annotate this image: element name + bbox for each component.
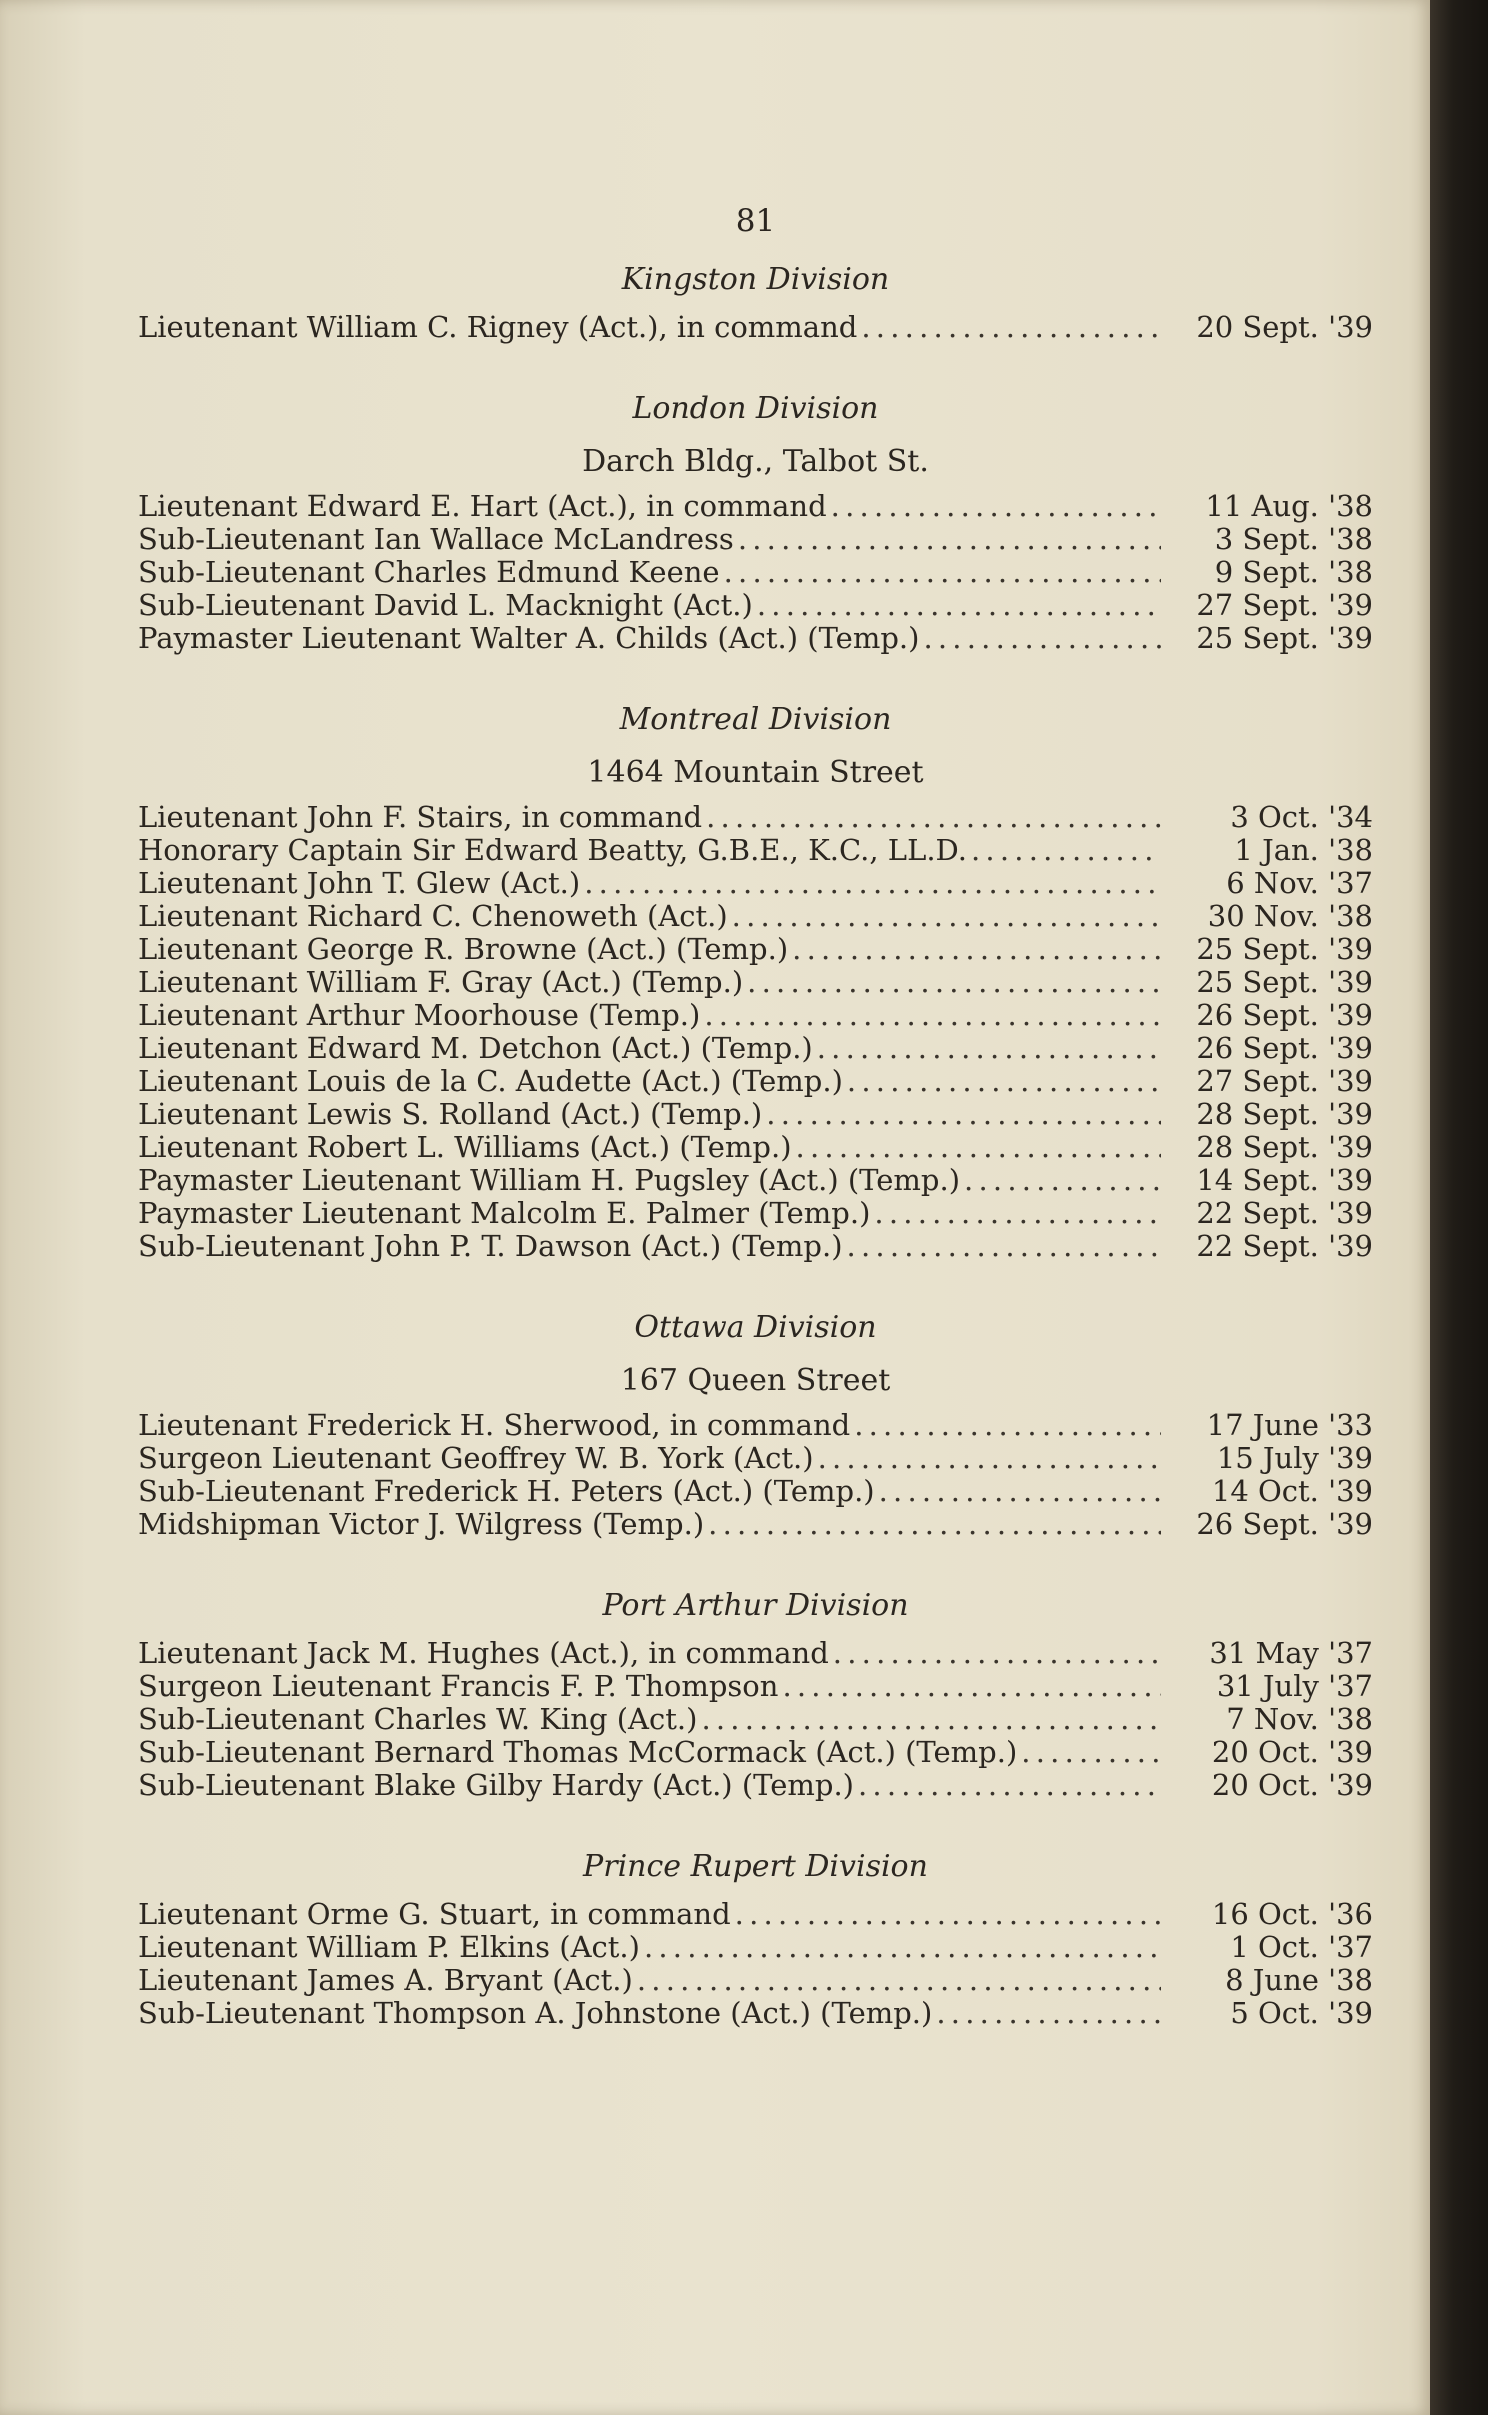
division-section — [138, 386, 1373, 655]
officer-entry — [138, 311, 1373, 344]
appointment-date: 26 Sept. '39 — [1196, 998, 1373, 1032]
dot-leader — [644, 1931, 1161, 1964]
officer-name: Lieutenant William F. Gray (Act.) (Temp.) — [138, 965, 744, 999]
appointment-date: 1 Jan. '38 — [1234, 833, 1373, 867]
officer-name: Honorary Captain Sir Edward Beatty, G.B.E., K.C., LL.D. — [138, 833, 967, 867]
officer-entry — [138, 966, 1373, 999]
dot-leader — [796, 1131, 1161, 1164]
dot-leader — [766, 1098, 1161, 1131]
officer-entry — [138, 1032, 1373, 1065]
officer-name: Lieutenant Robert L. Williams (Act.) (Temp.) — [138, 1130, 792, 1164]
officer-name: Lieutenant Edward E. Hart (Act.), in command — [138, 489, 827, 523]
appointment-date: 20 Oct. '39 — [1211, 1735, 1373, 1769]
officer-entry — [138, 867, 1373, 900]
division-title: London Division — [632, 391, 879, 426]
dot-leader — [708, 1508, 1161, 1541]
officer-entry — [138, 622, 1373, 655]
officer-entry — [138, 523, 1373, 556]
officer-entry — [138, 1164, 1373, 1197]
appointment-date: 22 Sept. '39 — [1196, 1229, 1373, 1263]
dot-leader — [818, 1442, 1161, 1475]
officer-entry — [138, 1442, 1373, 1475]
dot-leader — [854, 1409, 1161, 1442]
dot-leader — [704, 999, 1161, 1032]
dot-leader — [747, 966, 1161, 999]
dot-leader — [874, 1197, 1161, 1230]
division-address: 167 Queen Street — [620, 1363, 891, 1398]
page-content — [138, 195, 1373, 2072]
officer-name: Sub-Lieutenant Thompson A. Johnstone (Act.) (Temp.) — [138, 1996, 933, 2030]
officer-entry — [138, 834, 1373, 867]
officer-entry — [138, 490, 1373, 523]
officer-name: Lieutenant Lewis S. Rolland (Act.) (Temp.) — [138, 1097, 763, 1131]
appointment-date: 9 Sept. '38 — [1214, 555, 1373, 589]
appointment-date: 26 Sept. '39 — [1196, 1031, 1373, 1065]
officer-entry — [138, 1769, 1373, 1802]
dot-leader — [738, 523, 1161, 556]
officer-entry — [138, 589, 1373, 622]
dot-leader — [964, 1164, 1161, 1197]
officer-name: Lieutenant George R. Browne (Act.) (Temp.) — [138, 932, 789, 966]
appointment-date: 28 Sept. '39 — [1196, 1130, 1373, 1164]
division-section — [138, 697, 1373, 1263]
officer-name: Paymaster Lieutenant William H. Pugsley (Act.) (Temp.) — [138, 1163, 961, 1197]
dot-leader — [861, 311, 1161, 344]
dot-leader — [936, 1997, 1161, 2030]
officer-name: Lieutenant James A. Bryant (Act.) — [138, 1963, 633, 1997]
appointment-date: 20 Oct. '39 — [1211, 1768, 1373, 1802]
appointment-date: 22 Sept. '39 — [1196, 1196, 1373, 1230]
division-title: Kingston Division — [621, 262, 890, 297]
officer-entry — [138, 1931, 1373, 1964]
dot-leader — [847, 1230, 1161, 1263]
appointment-date: 3 Sept. '38 — [1214, 522, 1373, 556]
officer-entry — [138, 999, 1373, 1032]
officer-name: Lieutenant Louis de la C. Audette (Act.) (Temp.) — [138, 1064, 843, 1098]
officer-entry — [138, 1197, 1373, 1230]
officer-entry — [138, 1475, 1373, 1508]
dot-leader — [724, 556, 1161, 589]
officer-name: Sub-Lieutenant Charles Edmund Keene — [138, 555, 720, 589]
dot-leader — [831, 490, 1161, 523]
officer-entry — [138, 1508, 1373, 1541]
dot-leader — [732, 900, 1161, 933]
division-section — [138, 1844, 1373, 2030]
division-section — [138, 257, 1373, 344]
officer-entry — [138, 1670, 1373, 1703]
division-title: Ottawa Division — [634, 1310, 877, 1345]
division-title: Port Arthur Division — [602, 1588, 909, 1623]
appointment-date: 20 Sept. '39 — [1196, 310, 1373, 344]
officer-name: Lieutenant Arthur Moorhouse (Temp.) — [138, 998, 701, 1032]
officer-name: Paymaster Lieutenant Malcolm E. Palmer (Temp.) — [138, 1196, 871, 1230]
officer-name: Lieutenant Jack M. Hughes (Act.), in command — [138, 1636, 829, 1670]
officer-entry — [138, 1098, 1373, 1131]
officer-name: Lieutenant William P. Elkins (Act.) — [138, 1930, 640, 1964]
officer-name: Paymaster Lieutenant Walter A. Childs (Act.) (Temp.) — [138, 621, 920, 655]
officer-entry — [138, 1409, 1373, 1442]
appointment-date: 27 Sept. '39 — [1196, 1064, 1373, 1098]
officer-entry — [138, 1703, 1373, 1736]
officer-name: Sub-Lieutenant Frederick H. Peters (Act.) (Temp.) — [138, 1474, 875, 1508]
dot-leader — [735, 1898, 1161, 1931]
officer-name: Lieutenant John T. Glew (Act.) — [138, 866, 581, 900]
dot-leader — [584, 867, 1161, 900]
division-section — [138, 1583, 1373, 1802]
division-section — [138, 1305, 1373, 1541]
officer-name: Lieutenant William C. Rigney (Act.), in command — [138, 310, 858, 344]
officer-entry — [138, 1637, 1373, 1670]
page-number: 81 — [735, 203, 776, 239]
officer-name: Lieutenant Edward M. Detchon (Act.) (Temp.) — [138, 1031, 813, 1065]
appointment-date: 26 Sept. '39 — [1196, 1507, 1373, 1541]
division-address: 1464 Mountain Street — [587, 755, 924, 790]
dot-leader — [782, 1670, 1161, 1703]
appointment-date: 15 July '39 — [1216, 1441, 1373, 1475]
officer-name: Sub-Lieutenant John P. T. Dawson (Act.) (Temp.) — [138, 1229, 843, 1263]
dot-leader — [706, 801, 1161, 834]
officer-entry — [138, 801, 1373, 834]
appointment-date: 30 Nov. '38 — [1207, 899, 1373, 933]
appointment-date: 3 Oct. '34 — [1230, 800, 1373, 834]
dot-leader — [792, 933, 1161, 966]
officer-entry — [138, 1065, 1373, 1098]
division-title: Montreal Division — [619, 702, 892, 737]
appointment-date: 1 Oct. '37 — [1230, 1930, 1373, 1964]
appointment-date: 5 Oct. '39 — [1230, 1996, 1373, 2030]
appointment-date: 6 Nov. '37 — [1226, 866, 1373, 900]
officer-entry — [138, 1997, 1373, 2030]
dot-leader — [701, 1703, 1161, 1736]
officer-entry — [138, 1736, 1373, 1769]
division-address: Darch Bldg., Talbot St. — [582, 444, 929, 479]
officer-entry — [138, 1230, 1373, 1263]
dot-leader — [879, 1475, 1161, 1508]
appointment-date: 25 Sept. '39 — [1196, 621, 1373, 655]
dot-leader — [637, 1964, 1161, 1997]
officer-name: Sub-Lieutenant David L. Macknight (Act.) — [138, 588, 753, 622]
page-edge — [1430, 0, 1488, 2415]
appointment-date: 14 Sept. '39 — [1196, 1163, 1373, 1197]
appointment-date: 25 Sept. '39 — [1196, 965, 1373, 999]
dot-leader — [858, 1769, 1161, 1802]
dot-leader — [833, 1637, 1161, 1670]
division-list — [138, 257, 1373, 2030]
officer-name: Midshipman Victor J. Wilgress (Temp.) — [138, 1507, 705, 1541]
officer-entry — [138, 1131, 1373, 1164]
officer-name: Lieutenant Orme G. Stuart, in command — [138, 1897, 731, 1931]
appointment-date: 7 Nov. '38 — [1226, 1702, 1373, 1736]
officer-name: Sub-Lieutenant Charles W. King (Act.) — [138, 1702, 698, 1736]
appointment-date: 8 June '38 — [1225, 1963, 1373, 1997]
appointment-date: 28 Sept. '39 — [1196, 1097, 1373, 1131]
officer-name: Lieutenant John F. Stairs, in command — [138, 800, 703, 834]
appointment-date: 31 July '37 — [1216, 1669, 1373, 1703]
officer-entry — [138, 933, 1373, 966]
officer-name: Surgeon Lieutenant Francis F. P. Thompson — [138, 1669, 779, 1703]
appointment-date: 11 Aug. '38 — [1205, 489, 1373, 523]
dot-leader — [1021, 1736, 1161, 1769]
officer-entry — [138, 900, 1373, 933]
officer-entry — [138, 556, 1373, 589]
dot-leader — [971, 834, 1161, 867]
appointment-date: 17 June '33 — [1206, 1408, 1373, 1442]
officer-name: Lieutenant Richard C. Chenoweth (Act.) — [138, 899, 728, 933]
appointment-date: 14 Oct. '39 — [1211, 1474, 1373, 1508]
dot-leader — [847, 1065, 1161, 1098]
appointment-date: 31 May '37 — [1209, 1636, 1373, 1670]
dot-leader — [757, 589, 1161, 622]
officer-entry — [138, 1964, 1373, 1997]
officer-entry — [138, 1898, 1373, 1931]
appointment-date: 25 Sept. '39 — [1196, 932, 1373, 966]
dot-leader — [817, 1032, 1161, 1065]
officer-name: Surgeon Lieutenant Geoffrey W. B. York (Act.) — [138, 1441, 814, 1475]
officer-name: Lieutenant Frederick H. Sherwood, in command — [138, 1408, 851, 1442]
appointment-date: 16 Oct. '36 — [1211, 1897, 1373, 1931]
dot-leader — [923, 622, 1161, 655]
officer-name: Sub-Lieutenant Blake Gilby Hardy (Act.) (Temp.) — [138, 1768, 854, 1802]
division-title: Prince Rupert Division — [583, 1849, 928, 1884]
appointment-date: 27 Sept. '39 — [1196, 588, 1373, 622]
officer-name: Sub-Lieutenant Ian Wallace McLandress — [138, 522, 734, 556]
officer-name: Sub-Lieutenant Bernard Thomas McCormack (Act.) (Temp.) — [138, 1735, 1018, 1769]
